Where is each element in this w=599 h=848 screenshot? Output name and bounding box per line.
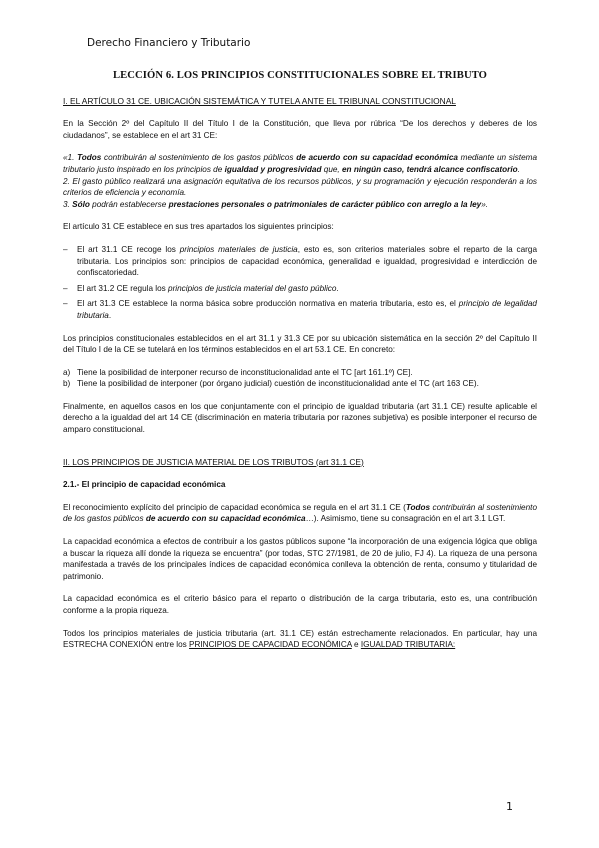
quote-text: . (517, 164, 520, 174)
subsection-heading: 2.1.- El principio de capacidad económica (63, 480, 226, 490)
section-2-paragraph-2: La capacidad económica a efectos de contribuir a los gastos públicos supone “la incorporación de una exigencia lógica que obliga a buscar la riqueza allí donde la riqueza se encuentra” (por todas, STC 27/1981, de 20 de julio, FJ 4). La riqueza de una persona manifestada a través de los principales índices de capacidad económica conlleva la obtención de renta, consumo y titularidad de patrimonio. (63, 537, 537, 581)
list-text: , esto es, son criterios materiales sobre el reparto de la carga tributaria. Los principios son: principios de capacidad económica, generalidad e igualdad, progresividad e interdicción de confiscatoriedad. (77, 244, 538, 278)
list-item (63, 298, 537, 321)
paragraph-italic: contribuirán al sostenimiento de los gastos públicos (63, 502, 537, 524)
list-marker: b) (63, 379, 71, 389)
quote-paragraph-1 (63, 152, 537, 175)
quote-paragraph-2 (63, 176, 537, 199)
paragraph-text: Todos los principios materiales de justicia tributaria (art. 31.1 CE) están estrechamente relacionados. En particular, hay una ESTRECHA CONEXIÓN entre los (63, 628, 537, 650)
paragraph-text: El reconocimiento explícito del principio de capacidad económica se regula en el art 31.1 CE ( (63, 502, 406, 512)
page-number: 1 (506, 800, 513, 813)
quote-text: contribuirán al sostenimiento de los gastos públicos (101, 153, 297, 163)
remedies-list (63, 367, 537, 390)
section-1-paragraph-4: Finalmente, en aquellos casos en los que conjuntamente con el principio de igualdad tributaria (art 31.1 CE) resulte aplicable el derecho a la igualdad del art 14 CE (discriminación en materia tributaria por razones subjetiva) es posible interponer el recurso de amparo constitucional. (63, 401, 537, 435)
principles-list (63, 244, 537, 322)
list-text: Tiene la posibilidad de interponer (por órgano judicial) cuestión de inconstitucionalidad ante el TC (art 163 CE). (77, 379, 479, 389)
quote-text: «1. (63, 153, 78, 163)
running-header: Derecho Financiero y Tributario (87, 37, 251, 49)
list-emphasis: principios de justicia material del gasto público (168, 283, 337, 293)
quote-emphasis: igualdad y progresividad (224, 164, 322, 174)
page-content (63, 70, 537, 662)
lesson-title: LECCIÓN 6. LOS PRINCIPIOS CONSTITUCIONALES SOBRE EL TRIBUTO (112, 70, 488, 81)
list-text: El art 31.1 CE recoge los (77, 244, 180, 254)
list-text: El art 31.3 CE establece la norma básica sobre producción normativa en materia tributaria, esto es, el (77, 299, 459, 309)
quote-emphasis: Sólo (72, 199, 90, 209)
list-emphasis: principios materiales de justicia (179, 244, 298, 254)
list-text: . (108, 310, 112, 320)
list-item (63, 367, 537, 379)
quote-text: podrán establecerse (89, 199, 169, 209)
paragraph-text: e (351, 640, 361, 650)
list-text: . (336, 283, 339, 293)
section-2-heading: II. LOS PRINCIPIOS DE JUSTICIA MATERIAL DE LOS TRIBUTOS (art 31.1 CE) (63, 456, 364, 467)
section-2-paragraph-4 (63, 628, 537, 651)
quote-text: 2. El gasto público realizará una asignación equitativa de los recursos públicos, y su programación y ejecución responderán a los criterios de eficiencia y economía. (63, 176, 537, 198)
quote-text: mediante un sistema tributario justo inspirado en los principios de (63, 153, 537, 174)
paragraph-underlined: PRINCIPIOS DE CAPACIDAD ECONÓMICA (189, 640, 352, 650)
paragraph-emphasis: Todos (405, 502, 431, 512)
paragraph-emphasis: de acuerdo con su capacidad económica (145, 514, 306, 524)
quote-emphasis: de acuerdo con su capacidad económica (296, 153, 458, 163)
quote-emphasis: en ningún caso, tendrá alcance confiscatorio (342, 164, 518, 174)
quote-text: 3. (63, 199, 73, 209)
paragraph-underlined: IGUALDAD TRIBUTARIA: (360, 640, 456, 650)
list-text: Tiene la posibilidad de interponer recurso de inconstitucionalidad ante el TC [art 161.1º) CE]. (77, 367, 413, 377)
article-31-quote (63, 152, 537, 210)
list-marker: a) (63, 367, 71, 377)
list-item (63, 283, 537, 295)
quote-paragraph-3 (63, 199, 537, 211)
section-2-paragraph-3: La capacidad económica es el criterio básico para el reparto o distribución de la carga tributaria, esto es, una contribución conforme a la propia riqueza. (63, 594, 537, 615)
quote-emphasis: Todos (77, 153, 102, 163)
list-text: El art 31.2 CE regula los (77, 283, 169, 293)
section-1-heading: I. EL ARTÍCULO 31 CE. UBICACIÓN SISTEMÁTICA Y TUTELA ANTE EL TRIBUNAL CONSTITUCIONAL (63, 95, 456, 106)
quote-text: que, (321, 164, 342, 174)
list-item (63, 378, 537, 390)
section-1-paragraph-2: El artículo 31 CE establece en sus tres apartados los siguientes principios: (63, 222, 334, 232)
list-item (63, 244, 537, 279)
paragraph-text: …). Asimismo, tiene su consagración en el art 3.1 LGT. (305, 514, 506, 524)
section-1-intro: En la Sección 2º del Capítulo II del Título I de la Constitución, que lleva por rúbrica “De los derechos y deberes de los ciudadanos”, se establece en el art 31 CE: (63, 119, 537, 140)
section-1-paragraph-3: Los principios constitucionales establecidos en el art 31.1 y 31.3 CE por su ubicación sistemática en la sección 2º del Capítulo II del Título I de la CE se tutelará en los términos establecidos en el art 53.1 CE. En concreto: (63, 333, 537, 355)
quote-emphasis: prestaciones personales o patrimoniales de carácter público con arreglo a la ley (168, 199, 482, 209)
quote-text: ». (481, 199, 489, 209)
section-2-paragraph-1 (63, 502, 537, 525)
list-emphasis: principio de legalidad tributaria (77, 299, 537, 320)
